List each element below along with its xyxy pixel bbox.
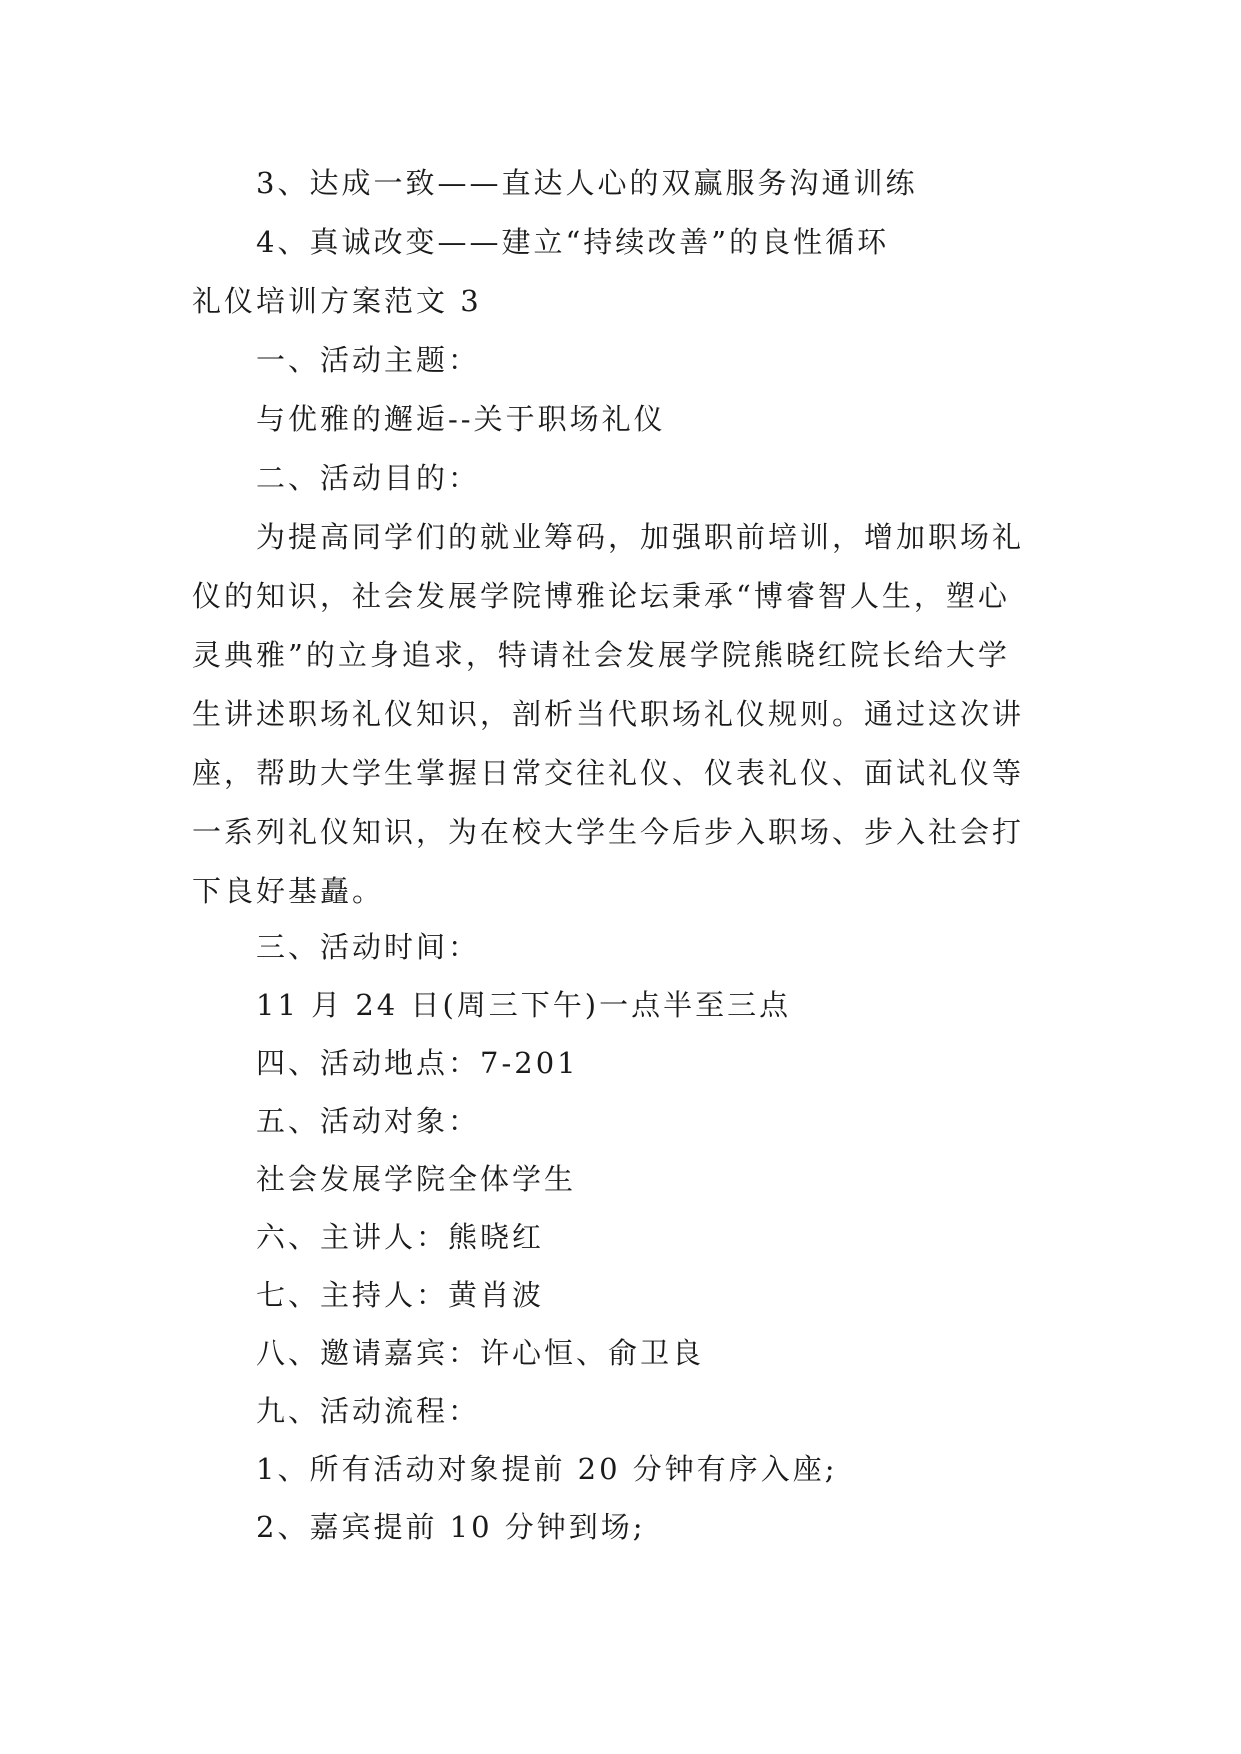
heading-audience: 五、活动对象： <box>256 1104 481 1138</box>
heading-purpose: 二、活动目的： <box>256 461 481 495</box>
purpose-line: 生讲述职场礼仪知识，剖析当代职场礼仪规则。通过这次讲 <box>192 697 1025 731</box>
purpose-paragraph <box>192 508 1052 921</box>
purpose-line: 灵典雅”的立身追求，特请社会发展学院熊晓红院长给大学 <box>192 638 1010 672</box>
section-title: 礼仪培训方案范文 3 <box>192 284 482 318</box>
purpose-line: 下良好基矗。 <box>192 874 385 908</box>
list-item-4: 4、真诚改变——建立“持续改善”的良性循环 <box>256 225 890 259</box>
heading-time: 三、活动时间： <box>256 930 481 964</box>
location-text: 四、活动地点：7-201 <box>256 1046 579 1080</box>
time-text: 11 月 24 日(周三下午)一点半至三点 <box>256 988 792 1022</box>
heading-theme: 一、活动主题： <box>256 343 481 377</box>
purpose-line: 一系列礼仪知识，为在校大学生今后步入职场、步入社会打 <box>192 815 1025 849</box>
theme-text: 与优雅的邂逅--关于职场礼仪 <box>256 402 666 436</box>
purpose-line: 座，帮助大学生掌握日常交往礼仪、仪表礼仪、面试礼仪等 <box>192 756 1025 790</box>
purpose-line: 为提高同学们的就业筹码，加强职前培训，增加职场礼 <box>256 520 1025 554</box>
purpose-line: 仪的知识，社会发展学院博雅论坛秉承“博睿智人生，塑心 <box>192 579 1010 613</box>
guests-text: 八、邀请嘉宾：许心恒、俞卫良 <box>256 1336 705 1370</box>
list-item-3: 3、达成一致——直达人心的双赢服务沟通训练 <box>256 166 918 200</box>
heading-process: 九、活动流程： <box>256 1394 481 1428</box>
audience-text: 社会发展学院全体学生 <box>256 1162 577 1196</box>
host-text: 七、主持人：黄肖波 <box>256 1278 545 1312</box>
process-item-1: 1、所有活动对象提前 20 分钟有序入座; <box>256 1452 838 1486</box>
speaker-text: 六、主讲人：熊晓红 <box>256 1220 545 1254</box>
process-item-2: 2、嘉宾提前 10 分钟到场; <box>256 1510 646 1544</box>
